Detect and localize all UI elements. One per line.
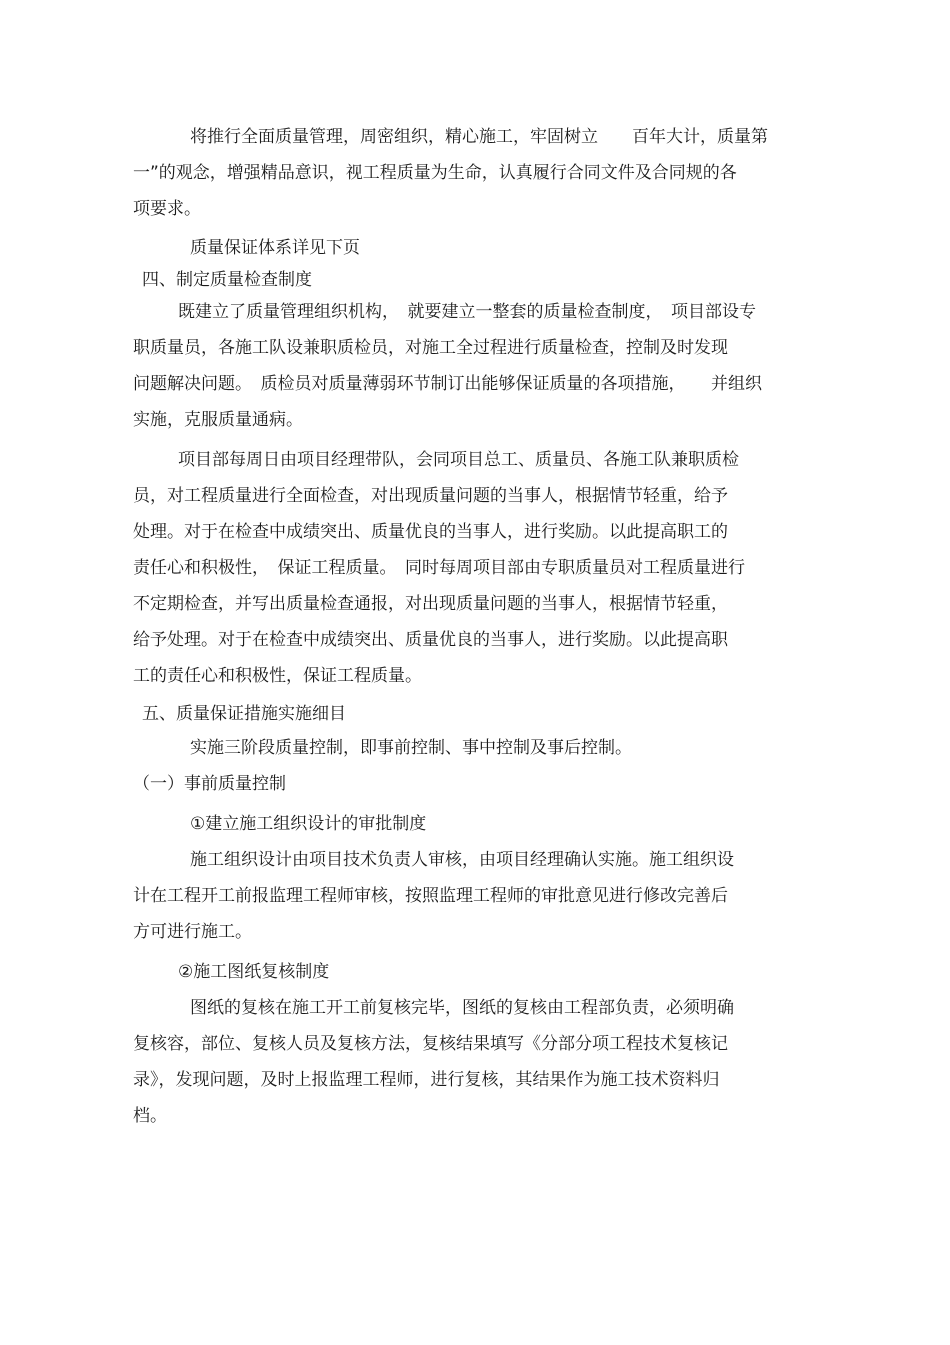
paragraph-line: 复核容，部位、复核人员及复核方法，复核结果填写《分部分项工程技术复核记 — [133, 1034, 728, 1054]
paragraph-line: 方可进行施工。 — [133, 922, 252, 942]
paragraph-line: 问题解决问题。 质检员对质量薄弱环节制订出能够保证质量的各项措施， 并组织 — [133, 374, 762, 394]
paragraph-line: 职质量员，各施工队设兼职质检员，对施工全过程进行质量检查，控制及时发现 — [133, 338, 728, 358]
paragraph-line: 项目部每周日由项目经理带队，会同项目总工、质量员、各施工队兼职质检 — [178, 450, 739, 470]
paragraph-line: 责任心和积极性， 保证工程质量。 同时每周项目部由专职质量员对工程质量进行 — [133, 558, 745, 578]
paragraph-line: 员，对工程质量进行全面检查，对出现质量问题的当事人，根据情节轻重，给予 — [133, 486, 728, 506]
paragraph-line: 图纸的复核在施工开工前复核完毕，图纸的复核由工程部负责，必须明确 — [190, 998, 734, 1018]
paragraph-line: 计在工程开工前报监理工程师审核，按照监理工程师的审批意见进行修改完善后 — [133, 886, 728, 906]
paragraph-line: 处理。对于在检查中成绩突出、质量优良的当事人，进行奖励。以此提高职工的 — [133, 522, 728, 542]
section-heading: 五、质量保证措施实施细目 — [142, 704, 346, 724]
section-heading: 四、制定质量检查制度 — [142, 270, 312, 290]
paragraph-line: 将推行全面质量管理，周密组织，精心施工，牢固树立 百年大计，质量第 — [190, 127, 768, 147]
paragraph-line: 质量保证体系详见下页 — [190, 238, 360, 258]
paragraph-line: 给予处理。对于在检查中成绩突出、质量优良的当事人，进行奖励。以此提高职 — [133, 630, 728, 650]
paragraph-line: 录》，发现问题，及时上报监理工程师，进行复核，其结果作为施工技术资料归 — [133, 1070, 720, 1090]
item-heading: ②施工图纸复核制度 — [178, 962, 330, 982]
subsection-heading: （一）事前质量控制 — [133, 774, 286, 794]
paragraph-line: 工的责任心和积极性，保证工程质量。 — [133, 666, 422, 686]
paragraph-line: 不定期检查，并写出质量检查通报，对出现质量问题的当事人，根据情节轻重， — [133, 594, 728, 614]
paragraph-line: 施工组织设计由项目技术负责人审核，由项目经理确认实施。施工组织设 — [190, 850, 734, 870]
paragraph-line: 实施三阶段质量控制，即事前控制、事中控制及事后控制。 — [190, 738, 632, 758]
paragraph-line: 项要求。 — [133, 199, 201, 219]
paragraph-line: 档。 — [133, 1106, 167, 1126]
paragraph-line: 既建立了质量管理组织机构， 就要建立一整套的质量检查制度， 项目部设专 — [178, 302, 756, 322]
paragraph-line: 一”的观念，增强精品意识，视工程质量为生命，认真履行合同文件及合同规的各 — [133, 163, 737, 183]
item-heading: ①建立施工组织设计的审批制度 — [190, 814, 427, 834]
paragraph-line: 实施，克服质量通病。 — [133, 410, 303, 430]
